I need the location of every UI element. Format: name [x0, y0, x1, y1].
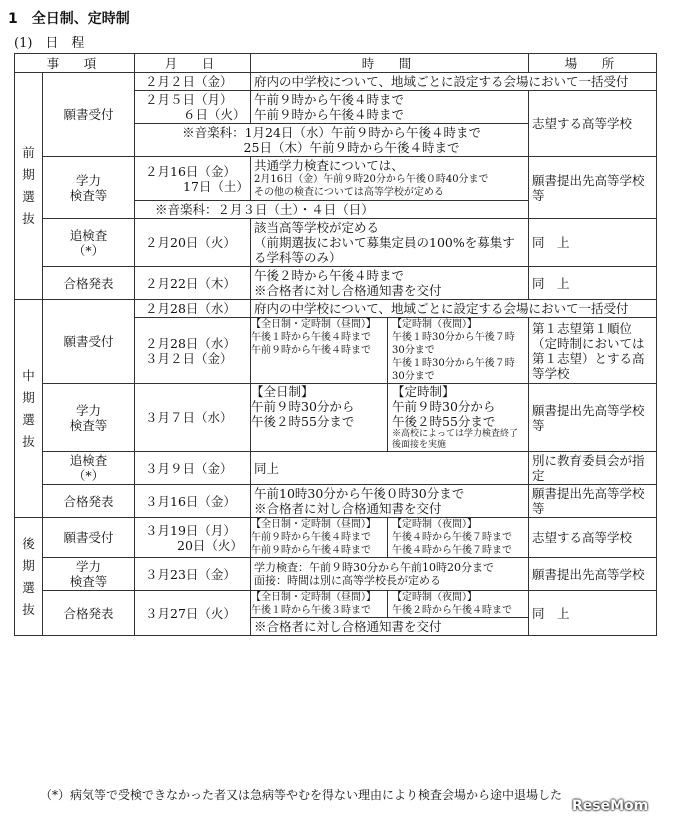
late-apply-label: 願書受付: [43, 518, 135, 558]
mid-apply-label: 願書受付: [43, 300, 135, 384]
early-pass-place: 同 上: [529, 267, 657, 300]
early-exam-place: 願書提出先高等学校等: [529, 157, 657, 219]
mid-exam-label: 学力 検査等: [43, 384, 135, 452]
mid-re-time: 同上: [251, 452, 529, 485]
early-re-label: 追検査 （*）: [43, 219, 135, 267]
late-exam-label: 学力 検査等: [43, 558, 135, 591]
mid-re-date: ３月９日（金）: [135, 452, 251, 485]
early-apply-label: 願書受付: [43, 73, 135, 157]
phase-early-label: 前 期 選 抜: [15, 73, 43, 300]
early-apply-time1: 府内の中学校について、地域ごとに設定する会場において一括受付: [251, 73, 657, 91]
col-header-date: 月 日: [135, 54, 251, 73]
late-pass-time: 【全日制・定時制（昼間）】 午後１時から午後３時まで 【定時制（夜間）】 午後２時から午後４時まで: [251, 591, 529, 618]
early-pass-time: 午後２時から午後４時まで ※合格者に対し合格通知書を交付: [251, 267, 529, 300]
mid-exam-date: ３月７日（水）: [135, 384, 251, 452]
mid-apply-time2: 【全日制・定時制（昼間）】 午後１時から午後４時まで 午前９時から午後４時まで 【定時制（夜間）】 午後１時30分から午後７時30分まで 午後１時30分から午後７時30分まで: [251, 318, 529, 384]
late-apply-date: ３月19日（月） 20日（火）: [135, 518, 251, 558]
late-pass-date: ３月27日（火）: [135, 591, 251, 636]
resemom-logo: ReseMom: [572, 798, 649, 814]
mid-apply-place: 第１志望第１順位（定時制においては第１志望）とする高等学校: [529, 318, 657, 384]
footnote: （*）病気等で受検できなかった者又は急病等やむを得ない理由により検査会場から途中退場した: [40, 788, 563, 802]
late-exam-place: 願書提出先高等学校: [529, 558, 657, 591]
phase-late-label: 後 期 選 抜: [15, 518, 43, 636]
early-exam-date: ２月16日（金） 17日（土）: [135, 157, 251, 201]
early-exam-music-note: ※音楽科：２月３日（土）・４日（日）: [135, 201, 529, 219]
early-apply-date1: ２月２日（金）: [135, 73, 251, 91]
col-header-item: 事 項: [15, 54, 135, 73]
early-apply-date2: ２月５日（月） ６日（火）: [135, 91, 251, 124]
mid-re-place: 別に教育委員会が指定: [529, 452, 657, 485]
mid-apply-time1: 府内の中学校について、地域ごとに設定する会場において一括受付: [251, 300, 657, 318]
mid-pass-label: 合格発表: [43, 485, 135, 518]
late-exam-date: ３月23日（金）: [135, 558, 251, 591]
mid-exam-time: 【全日制】 午前９時30分から 午後２時55分まで 【定時制】 午前９時30分から 午後２時55分まで ※高校によっては学力検査終了後面接を実施: [251, 384, 529, 452]
early-pass-date: ２月22日（木）: [135, 267, 251, 300]
mid-apply-date1: ２月28日（水）: [135, 300, 251, 318]
col-header-time: 時 間: [251, 54, 529, 73]
phase-mid-label: 中 期 選 抜: [15, 300, 43, 518]
mid-pass-date: ３月16日（金）: [135, 485, 251, 518]
late-pass-note: ※合格者に対し合格通知書を交付: [251, 618, 529, 636]
section-heading: 1 全日制、定時制: [8, 11, 130, 27]
late-exam-time: 学力検査：午前９時30分から午前10時20分まで 面接：時間は別に高等学校長が定める: [251, 558, 529, 591]
sub-heading: (1) 日 程: [14, 36, 85, 51]
early-apply-place: 志望する高等学校: [529, 91, 657, 157]
late-apply-place: 志望する高等学校: [529, 518, 657, 558]
early-pass-label: 合格発表: [43, 267, 135, 300]
early-re-place: 同 上: [529, 219, 657, 267]
early-apply-time2: 午前９時から午後４時まで 午前９時から午後４時まで: [251, 91, 529, 124]
col-header-place: 場 所: [529, 54, 657, 73]
late-apply-time: 【全日制・定時制（昼間）】 午前９時から午後４時まで 午前９時から午後４時まで 【定時制（夜間）】 午後４時から午後７時まで 午後４時から午後７時まで: [251, 518, 529, 558]
late-pass-label: 合格発表: [43, 591, 135, 636]
early-apply-music-note: ※音楽科：1月24日（水）午前９時から午後４時まで 25日（木）午前９時から午後４時まで: [135, 124, 529, 157]
schedule-table: [14, 53, 657, 636]
mid-re-label: 追検査 （*）: [43, 452, 135, 485]
early-re-time: 該当高等学校が定める （前期選抜において募集定員の100%を募集する学科等のみ）: [251, 219, 529, 267]
mid-exam-place: 願書提出先高等学校等: [529, 384, 657, 452]
mid-pass-place: 願書提出先高等学校等: [529, 485, 657, 518]
late-pass-place: 同 上: [529, 591, 657, 636]
early-exam-label: 学力 検査等: [43, 157, 135, 219]
early-re-date: ２月20日（火）: [135, 219, 251, 267]
mid-apply-date2: ２月28日（水） ３月２日（金）: [135, 318, 251, 384]
early-exam-time: 共通学力検査については、 2月16日（金）午前９時20分から午後０時40分まで その他の検査については高等学校が定める: [251, 157, 529, 201]
mid-pass-time: 午前10時30分から午後０時30分まで ※合格者に対し合格通知書を交付: [251, 485, 529, 518]
table-header-row: [15, 54, 657, 73]
